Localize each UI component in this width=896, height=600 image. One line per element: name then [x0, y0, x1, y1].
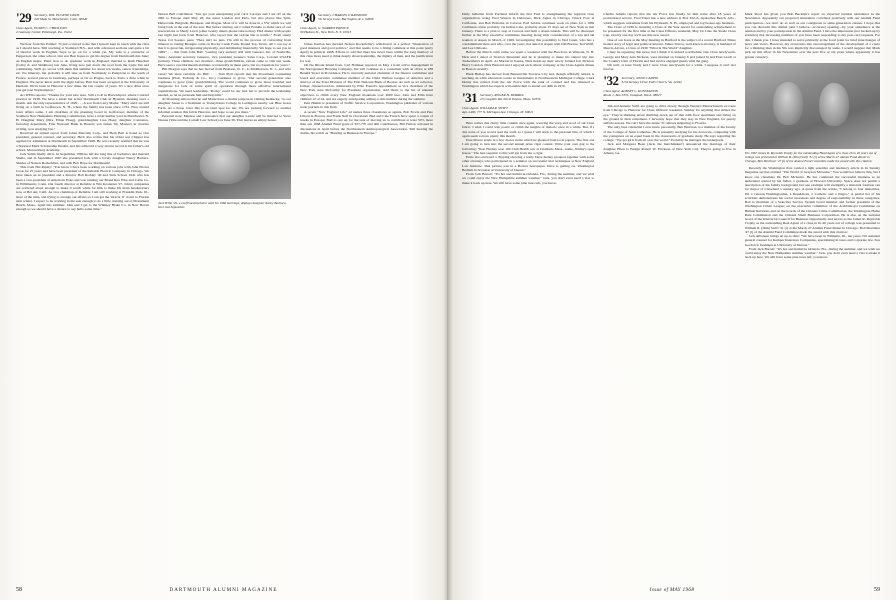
photo-reynolds-trophy-award	[745, 63, 880, 149]
class-heading-31	[462, 89, 594, 105]
class-note-paragraph: The Class of 1930 is donating a Class of the Year Award for outstanding achievement to be presented for the first time at the Class Officers weekend, May 10. Like the Steele Class Cup, exactly one day we'll see this new award.	[603, 24, 736, 38]
class-agent: Class Agent, EDWIN C. CHIDLUND	[16, 26, 67, 30]
class-note-paragraph: Art D'Elia reports: "Thanks for your nice note. Still a G.P. in Harwichport, where I started practice in 1938. We have a small but active Dartmouth Club in Hyannis, meeting once a month. Am the only representative of 1929 . . . A son from Larry Marks: "Mary and I are still living on a farm in Goffstown, N. H., where the family has been since 1761. Fuss around town affairs some. I am chairman of the planning board in Goffstown; member of the Southern New Hampshire Planning Commission, have a retail lumber yard in Manchester, N. H. Daughter Mary (Mrs. Ethan Hoag), granddaughter Lisa Hoag; daughter Constance, factoring department, First National Bank in Boston; son James '64, Master's in creative writing, now studying law."	[16, 92, 149, 131]
class-note-paragraph: Jack Yellin finally did it. In September 1966 he left the long line of bachelors and married Sheila, and in September 1967 she presented Jack with a lovely daughter Nancy Barbara. Shades of Nelson Rockefeller, and with Bob Hope for Dartmouth!	[16, 152, 149, 165]
photo-caption: The 1967 James R. Reynolds Trophy for the outstanding Head Agent of a class 26 to 40 years out of college was presented to William R. (Dim) Swift '31 (r) at the March 27 Alumni Fund dinner in Chicago. Bob Mortimer '47 (l) of the Alumni Fund Committee made the award with this citation:	[744, 150, 877, 163]
photo-subject-right	[819, 83, 849, 126]
class-agent-address: 99 Hudson St., New York, N. Y. 10013	[300, 30, 352, 35]
divider	[16, 38, 149, 39]
class-note-paragraph: Before the March calm came, we spent a weekend with the Bowlows in Walpole, N. H. Dick and I skied at Stratton Mountain and he is planning to make his annual trip into Tuckerman's in April. At Marion in Keene, Dick heads up their newly formed foil division. Harry Condon, Dick Barnard and I enjoyed each others' company at the Class Agents dinner in Boston recently.	[462, 50, 595, 72]
class-note-paragraph: Jack and Margaret Bean (Jack, the matchmaker!) announced the marriage of their daughter Ellen to Ensign Robert W. Erickson of New York City. They're going to live in Athens, Ga.	[603, 142, 736, 155]
class-note-paragraph: Jack Albanese brings an up-to-date: "We have been in Wilmette, Ill., ten years. I'm assistant general counsel for Kemper Insurance Companies, specializing in taxes and corporate law. Son Gordon is freshman at University of Denver."	[744, 234, 880, 247]
class-note-paragraph: On the Rhode Island front, Carl Halleker reported on May 1 from active management in the Narragansett Brewing Company, but will continue as a consultant with an office at 188 Benefit Street in Providence. He is currently national chairman of the finance committee and board and executive committee member of the Child Welfare League of America and a director of the Trust Division of The First National Bank of Boston. As well as art collector, farmer, citizen/loved-in, stimulated by Ellin French's appointment as vice chairman of the New York state McCarthy for President organization. Add theirs to the list of unusual objectives to climb every New England mountain over 4000 feet. John and Ellin have climbed 12 of 24, and are eagerly anticipating adding to this number during the summer.	[300, 62, 433, 101]
class-note-paragraph: Al Downing tells us that he and Marie have a double purpose in visiting Kentucky, "as our daughter Susan is a freshman at Transylvania College in Lexington nearby our Blue Grass Farm. As a horse lover this is an ideal spot for her. We are looking forward to another informal reunion this fall in Hanover, and hope to see you there."	[158, 97, 291, 114]
class-note-paragraph: James Kenlon has decided Nelson Rockefeller's withdrawal as a perfect "illustration of good manners and good politics," and that seems to be a fitting comment at this point (early April) in political 1968. Efforts to add that there has never been within the long memory of this class more need to think deeply about leadership, the dignity of man, and the justification for war.	[300, 41, 433, 63]
class-note-paragraph: This from Hal Ripley: "You know I have been working on various jobs with John Brown Cook for 25 years and have been president of the Reliable Electric Company in Chicago. We have taken on as president and a director Bob Roddey '40 and Tuck School 1941 who has been a vice-president of American Exko and was running our Brand Rex Wire and Cable Co. in Willimantic, Conn. Our fourth director at Reliable is Win Kosterner '27. John's companies are scattered about enough to make it worth while for him to make his main headquarters now at Bel Air, Calif. As vice chairman of Reliable I am still working at Franklin Park, Ill., most of the time, and trying to arrange our affairs so I can get the 'Oracle 11' down to Florida next winter. I expect to be working in the east enough to do a little cruising out of Monument Beach, Mass., again this summer. John and I get to the Whitney Blake Co. in New Haven enough so we should have a chance to say hello some time."	[16, 164, 149, 212]
page-right	[448, 0, 896, 600]
photo-subject	[199, 145, 250, 184]
class-note-paragraph: Recently the Washington Post carried a light sensitive and laudatory article in its Sunday magazine section entitled "The World of Grayson McGuire." You would not believe this, but I know our classmate Dr. Bob McGuire. He has continued the successful business as an undertaker started by his father, a graduate of Howard University. Space does not permit a description of his family background but one example will exemplify a maternal forebear ran for mayor of Cleveland a century ago. A quote from the article, "I belong to four minorities. I'm a veteran Washingtonian, a Republican, a Catholic and a Negro." A partial list of his activities demonstrates his social awareness and degree of responsibility in these categories. Bob is chairman of a Selective Service System board member and former president of the Washington Urban League; on the executive committee of the Archbishop's Committee on Human Relations and on the boards of the Citizens Crime Commission, the Washington Home Rule Commission and the Citizens Small Business Corporation. He is also on the national board of the Interracial Council for Business Opportunity and serves as the James R. Reynolds Trophy as the outstanding Real Agent of a class in its 40 years out of college was presented to William R. (Dim) Swift '31 (r) at the March 27 Alumni Fund dinner in Chicago. Bob Mortimer '47 (l) of the Alumni Fund Committee made the award with this citation:	[744, 166, 880, 234]
class-note-paragraph: Nelson Bell contributes: "Just got your enterprising post card. Carolyn and I are off on the 20th to Europe until May 26; the usual London and Paris, but also places like Split, Dubrovnik, Belgrade, Budapest, and Prague. Most of it will be done in a VW which we will bring back at the end of the tour. But before starting out I called Frankie to make sure of our reservations at Shady Lawn (other twenty niners please take notice). Had dinner with people last night just back from Hanover, who report that the redone Inn is terrific." From sunny Texas Cal Soetero pens: "Here ain't no nuts. I'm still in the process of converting from timeout to raising Brangus cattle on Rocky Creek Farm, Round Top, Texas. All I can say is that it is great fun, invigorating physically, and debilitating financially. We hope to see you in 1969" . . . this from John Ball: "Getting very ancient; still with Genesco Inc. of Nashville, Tenn.; Assistant secretary Genesco, vice president Genesco Sales Corp., Colonel USAFR (retired). Three children, two married—three grandchildren, eleven came to visit last week. Have seen a rare Dartmouth alumnus occasionally in these parts, but no classmate for years."	[158, 12, 291, 67]
column-2	[158, 12, 291, 564]
class-note-paragraph: From Jack Barrett: "It's hot and humid in Orlando, Fla., during the summer, and we wish we could enjoy the New Hampshire summer weather." Jack, you don't even need a visa to make it back up here. We still have some pine trees left, you know.	[462, 172, 595, 185]
column-6	[745, 12, 880, 564]
photo-jack-yellin	[158, 127, 291, 199]
class-secretary: Secretary, WM. EUGENE DAVIS	[34, 13, 80, 17]
class-year: '30	[300, 12, 316, 25]
class-secretary: Secretary, ROGER H. BURRILL	[480, 92, 525, 97]
class-note-paragraph: A recent "New England Life" ad names three classmates as agents, Bob Fowle and Pete Lillard in Boston, and Frank Neff in Cleveland. Bud and Cele French have spent a couple of weeks in Europe; Bud to rest up for the task of moving us to contribute at least 50% more than our 1968 Alumni Fund goals of $57,770 and 400 contributors, Bill Fenton actioned in discussions in April before the Northeastern Anthropological Association. Still hearing the drums, his solicit as "Hunting as Business in Europe."	[300, 109, 433, 135]
class-agent-address: Apt. 2400, 777 N. Michigan Ave. Chicago, Ill. 60611	[462, 109, 534, 114]
photo-caption: Jack Yellin '29, a confirmed bachelor until his 1966 marriage, displays daughter Nancy Barbara, born last September.	[158, 200, 287, 209]
class-year: '31	[462, 89, 478, 105]
class-secretary-address: 23 Coughlin Rd. North Easton, Mass. 02356	[480, 96, 541, 101]
class-year: '29	[16, 12, 32, 25]
right-columns	[462, 12, 880, 564]
divider	[462, 117, 594, 118]
page-number-right: 59	[874, 587, 880, 593]
running-head-left: DARTMOUTH ALUMNI MAGAZINE	[169, 588, 278, 593]
class-note-paragraph: Ernie also enclosed a clipping showing a testly Dave Kelley grouped together with some other attorneys who participated in a seminar on successful trial techniques at New England Law Institute. This picture was in a Boston newspaper. Dave is getting on. Washington Bedlam in Scranton at University of Deerer."	[462, 155, 595, 172]
class-secretary-address: 3154 Kenney Drive Falls Church, Va. 22042	[621, 79, 682, 84]
running-head-right: Issue of MAY 1968	[649, 588, 695, 593]
class-note-paragraph: Personal note: Meenoe and I announce that our daughter Laurie will be married to Steve Nassau (Yale and the Cornell Law School) on June 30. That leaves an empty house.	[158, 114, 291, 123]
class-note-paragraph: Received an annual report from Johns Marcelle Corp., and Herb Ball is listed as vice president, general counsel, and secretary. Herb also writes that his oldest son Chipper has applied for admission at Dartmouth in September 1968. He was recently notified that he was a National Merit Scholarship finalist, and has achieved a very decent record at his father's old school, Mercersburg Academy.	[16, 130, 149, 152]
column-5	[603, 12, 735, 564]
column-3	[300, 12, 433, 564]
class-note-paragraph: Charlie Adams reports that the Air Force has finally let him retire after 18 years of promotional service. Fred Toher has a new address at Box 452-A, Apalachee Beach, Arlo., which suggests retirement from his Plymouth, N. H., employed and log broker-age business.	[603, 12, 736, 25]
class-agent-address: 2 Gateway Center, Pittsburgh, Pa. 15222	[16, 30, 72, 35]
class-note-paragraph: Pete Hamm is president of Traffic Service Corporation, Washington publisher of various trade journals in this field.	[300, 101, 433, 110]
divider	[603, 100, 735, 101]
column-1	[16, 12, 149, 564]
divider	[300, 38, 433, 39]
class-note-paragraph: Oh well, at least Trudy and I were Class newlyweds for a while. I suppose it can't last forever.	[603, 63, 736, 72]
class-secretary: Secretary, CHARLES V. RAYMOND	[318, 13, 368, 17]
class-year: '32	[603, 72, 619, 88]
class-note-paragraph: Daily bulletins from Portland inform me that Fred is strengthening the regional class organization, using Fred Watson in Delaware, Dick Jogler in Chicago, Chuck Fore in California, and Bob Bottome in Caracas. Earl Seldon continues work on plans for a 1969 Caribbean cruise probably via Indian Line, probably about 15 days out of New York in mid January. There is a plan to stop at Caracas and built a dozen islands. This will be discussed further at the May executive committee meeting along with consideration of a sun and ski reunion at Aspen in March of 1969. Investigating this possibility is Ned Grant, who has a condominium there and who, over the years, has skied at Aspen with Did Bootus, Ted Wolff, and Lee Chilsons.	[462, 12, 595, 50]
class-heading-32	[603, 72, 735, 88]
class-heading-29	[16, 12, 149, 24]
class-secretary-address: 56 Jerseys Lane, Barrington, R. I. 02806	[318, 17, 374, 22]
column-4	[462, 12, 594, 564]
class-note-paragraph: Hank Bishop has moved from Bensenville Traverse City and, though officially retired, is teaching an adult education course in investments at Northwestern Michigan College. Clark Denny has retired from the Air Force with the rank of colonel and has returned to Washington which he expects will enable him to attend our 40th in 1970.	[462, 71, 595, 89]
left-columns	[16, 12, 433, 564]
class-heading-30	[300, 12, 433, 24]
class-secretary: Secretary, JILDO CAPPIO	[621, 75, 659, 80]
class-note-paragraph: One of our hosts at the May meeting in Hartford is the subject of a recent Hartford Times feature story of legal and political interest. James Tarvos, well-known attorney, is husband of Marcia Alcorn, a Class of 1930 "What Is The World" daughter.	[603, 37, 736, 50]
class-secretary-address: 320 Main St. Manchester, Conn. 06040	[34, 17, 88, 22]
photo-subject-left	[773, 82, 803, 125]
class-agent-address: Route 1, Box 3331, Issaquah, Wash. 98027	[603, 92, 662, 97]
class-note-paragraph: Bill Morgan says that he has moved from Branson, N. Z., to Middletown, N. J., and who cares? We most certainly do, Bill! . . . Stan Platt reports that his investment counseling business (Platt, Tschudy & Co., Inc.) continues to grow. "Our second generation also continues to grow (four grandchildren). The world continues to grow more troubled and dangerous for lack of some spirit of operation through more effective international organizations. We need leadership. 'Rocky' could be our best bet to provide the leadership needed, so let us persuade him and help him."	[158, 67, 291, 97]
class-note-paragraph: The only bass clarinetist I ever knew personally, Ben Harrison, is a member of the faculty of the College of Saint Catherine. He is presently studying for his doctorate, competing with the youngsters on an equal basis in the classrooms of graduate study. He says regarding his college: "We get girls from all over the world." Probably he manages the undergrads.	[603, 125, 736, 142]
page-number-left: 58	[16, 587, 22, 593]
class-note-paragraph: Jim and Annette Swift are going to drive slowly through Western Massachusetts en route from Chicago to Hanover for Class Officers' weekend. Sunday for anything that strikes the eye." They're thinking about climbing down out of that 24th floor apartment and living on the ground in their retirement. I fervently hope that they stay in New England, for purely selfish reasons. We can't have the entire '31 retirees migrating to Florida.	[603, 104, 736, 125]
class-note-paragraph: We hear from Stu Palmer: "It just occurred to me that I haven't kept in touch with the class as I should have. Still teaching at Stamford H.S., and with advanced sections and quite a bit of tutorial work in English, hope to go on for a while yet. My wife is a counselor at Pepperson, the other school. Our son Bart hopes to get his degree from Dartmouth this June; an English major. Plans now to do graduate work in England; married to Ruth Hanchett (Colby Jr. and Skidmore) last June, living now just down the road from the Lyme Inn and commuting. We'll go across with them this summer for about ten weeks, renew friendships, etc. No itinerary, but probably it will take us from Normandy to Pamplona to the south of France, several places in Germany, perhaps as far as Prague, back to Paris, a little while in England. We never knew until the night before. Bart has been accepted at the University of Durham. We've been in Hanover a few times the last couple of years. It's a nice drive once you get past Northampton."	[16, 41, 149, 93]
class-agent: Class Agent, WILLIAM R. SWIFT	[462, 105, 508, 110]
class-note-paragraph: From Jack Barrett: "It's hot and humid in Orlando, Fla., during the summer, and we wish we could enjoy the New Hampshire summer weather." Jack, you don't even need a visa to make it back up here. We still have some pine trees left, you know.	[744, 246, 880, 260]
class-note-paragraph: Here comes this chatty little column once again, weaving the warp and woof of our Class fabric. I wish I could wait poetic or climb the heights of rhetoric once in a while. But, if I did, none of you would read the stuff, so I guess I will stick to the personal bits, of which I again seem to have plenty this month.	[462, 121, 595, 138]
class-agent: Class Agent, G. WARREN PRENCE	[300, 26, 349, 30]
class-note-paragraph: Esse Moore sends in a few choice items which he gleaned from local papers. The first one I am going to turn into the second annual prize cigar contest. Write your own gag to the following: "Ron Findley won 100 Club Health war at Chatham, Mass., home, Jimmy's open house." The best sequitur to this will get from me a cigar.	[462, 138, 595, 155]
class-note-paragraph: Mark Short has given you Bob Bucklyn's report on expected reunion attendance in the Newsletter. Apparently our projected attendance correlates positively with our Alumni Fund participation—we don't do as well as our contiguous or same-generation classes. I hope that you can discredit this dismal (and I believe—accurate) opening—by your attendance at the reunion and by your participation in the Alumni Fund. I have the impression (not backed-up by statistics) that increasing numbers of you have been responding to my post-card requests. For this, I thank you. I have intended to serve primarily as the focal point for brief interchanges of news and views. However, my excursions into encouragement of the development of a credo for a thinking man in his 50s was implicitly discouraged by some. I would suggest that Mark pick up this effort in his Newsletter over the next five or six years where apparently it has greater currency.	[744, 12, 880, 59]
class-agent: Class Agent, ALBERT C. KONSTANTIN	[603, 88, 658, 93]
class-note-paragraph: I may be repeating this news, but I think it is indeed worthwhile. Our Class newlyweds, George and Mary Ann Nickson, were married on January 6 and joined Si and Fran Leach at the Country Club of Florida and had twelve engaged guests with the gang.	[603, 50, 736, 63]
